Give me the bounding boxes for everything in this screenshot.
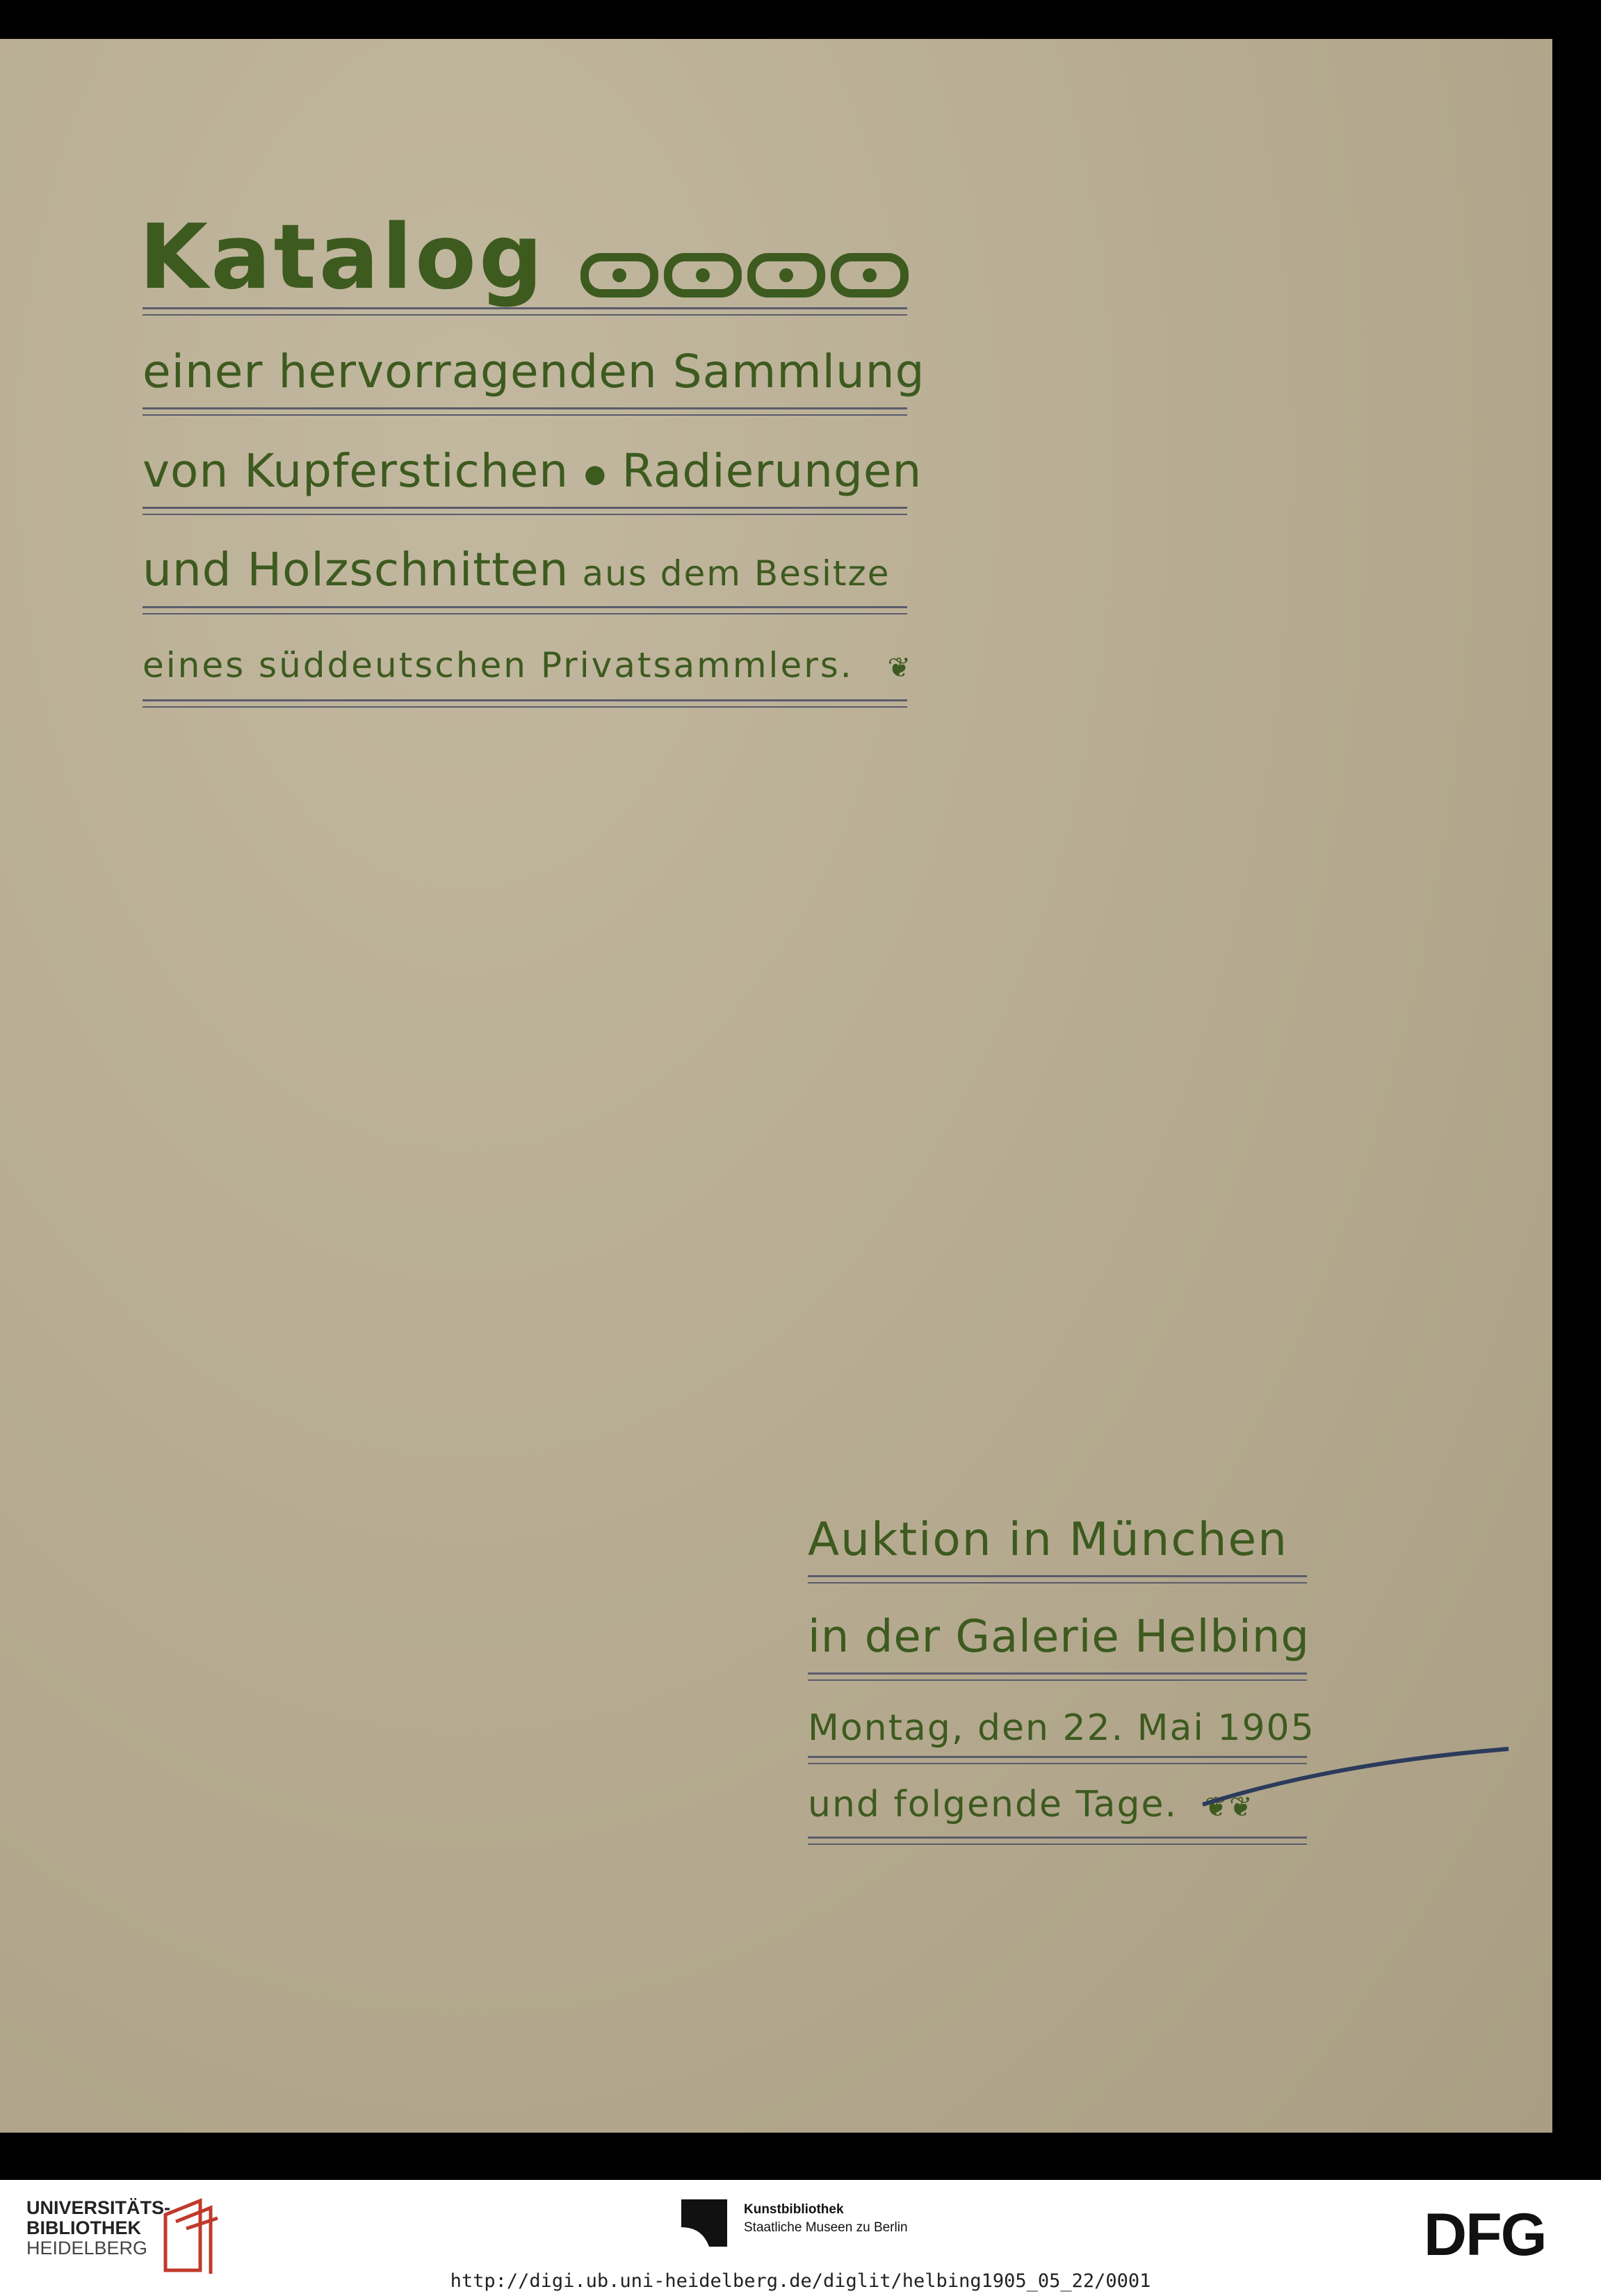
subtitle-line-2b: Radierungen	[621, 444, 923, 498]
auction-line-3: Montag, den 22. Mai 1905	[808, 1707, 1315, 1749]
page-url[interactable]: http://digi.ub.uni-heidelberg.de/diglit/helbing1905_05_22/0001	[450, 2270, 1151, 2292]
auction-line-4	[808, 1784, 1254, 1825]
subtitle-line-4-text: eines süddeutschen Privatsammlers.	[143, 645, 854, 685]
leaf-ornament-icon: ❦	[887, 652, 913, 684]
subtitle-line-1: einer hervorragenden Sammlung	[143, 345, 925, 398]
catalog-title	[139, 206, 546, 309]
scroll-ornament-icon	[580, 247, 911, 303]
subtitle-line-2	[143, 444, 922, 498]
kunstbibliothek-logo	[681, 2199, 727, 2247]
ub-heidelberg-logo	[159, 2194, 221, 2277]
kunstbibliothek-text	[744, 2202, 908, 2236]
dfg-logo: DFG	[1424, 2201, 1546, 2268]
digitization-footer	[0, 2180, 1601, 2296]
leaf-ornament-icon: ●	[584, 459, 607, 489]
title-text: Katalog	[139, 206, 546, 309]
subtitle-line-3a: und Holzschnitten	[143, 543, 569, 596]
auction-line-4-text: und folgende Tage.	[808, 1784, 1178, 1825]
ub-line-1: UNIVERSITÄTS-	[26, 2197, 171, 2218]
catalog-cover-page	[0, 39, 1552, 2133]
ub-line-3: HEIDELBERG	[26, 2238, 148, 2258]
auction-line-1: Auktion in München	[808, 1513, 1288, 1566]
subtitle-line-3b: aus dem Besitze	[582, 553, 891, 594]
kb-line-2: Staatliche Museen zu Berlin	[744, 2220, 908, 2235]
ub-line-2: BIBLIOTHEK	[26, 2217, 141, 2238]
pen-stroke-mark	[1196, 1735, 1515, 1818]
kb-line-1: Kunstbibliothek	[744, 2202, 844, 2217]
ub-heidelberg-text	[26, 2198, 170, 2258]
subtitle-line-4	[143, 645, 913, 685]
leaf-ornament-icon: ❦❦	[1204, 1791, 1254, 1823]
auction-line-2: in der Galerie Helbing	[808, 1611, 1310, 1663]
subtitle-line-2a: von Kupferstichen	[143, 444, 569, 498]
subtitle-line-3	[143, 543, 890, 596]
